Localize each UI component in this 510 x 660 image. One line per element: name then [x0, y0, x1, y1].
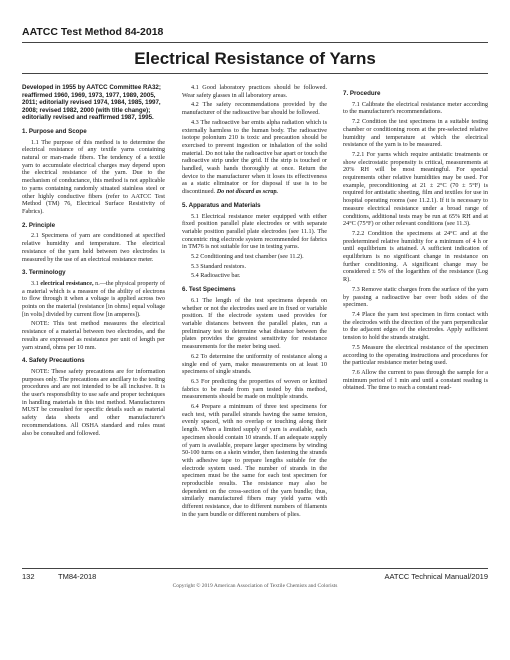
clause-number: 3.1: [31, 279, 39, 287]
header-rule: [22, 42, 488, 43]
defined-term: electrical resistance,: [40, 279, 94, 287]
warning-emphasis: Do not discard as scrap.: [216, 188, 279, 196]
definition-text: n.—the physical property of a material which is a measure of the ability of electrons to flow through it when a voltage is applied across two points on the material (resistance [in ohms] equal voltage [in volts] divided by current flow [in amperes]).: [22, 279, 165, 318]
paragraph-5-2: 5.2 Conditioning and test chamber (see 11.2).: [191, 253, 304, 261]
document-title: Electrical Resistance of Yarns: [134, 49, 376, 68]
safety-note: NOTE: These safety precautions are for information purposes only. The precautions are ancillary to the testing procedures and are not intended to be all inclusive. It is the user's responsibility to use safe and proper techniques in handling materials in this test method. Manufacturers MUST be consulted for specific details such as material safety data sheets and other manufacturer's recommendations. All OSHA standard and rules must also be consulted and followed.: [22, 367, 165, 437]
section-heading-procedure: 7. Procedure: [343, 90, 381, 97]
column-1: [22, 84, 165, 562]
paragraph-2-1: 2.1 Specimens of yarn are conditioned at specified relative humidity and temperature. The electrical resistance of the yarn held between two electrodes is measured by the use of an electrical resistance meter.: [22, 232, 165, 263]
paragraph-7-1: 7.1 Calibrate the electrical resistance meter according to the manufacturer's recommendations.: [343, 100, 488, 116]
paragraph-6-4: 6.4 Prepare a minimum of three test specimens for each test, with parallel strands having the same tension, evenly spaced, with no overlap or touching along their length. When a limited supply of yarn is available, each specimen should contain 10 strands. If an adequate supply of yarn is available, prepare larger specimens by winding 50-100 turns on a skein winder, then fastening the strands with adhesive tape to prepare lengths suitable for the electrode system used. The number of strands in the specimen must be the same for each test specimen for reproducible results. The resistance may also be dependent on the cross-section of the yarn bundle; thus, similarly manufactured fibers may yield yarns with different resistance, due to different numbers of filaments in the yarn bundle or different numbers of plies.: [182, 403, 327, 518]
paragraph-7-3: 7.3 Remove static charges from the surface of the yarn by passing a radioactive bar over both sides of the specimen.: [343, 285, 488, 309]
footer-manual-title: AATCC Technical Manual/2019: [384, 572, 488, 581]
paragraph-7-2-2: 7.2.2 Condition the specimens at 24°C and at the predetermined relative humidity for a minimum of 4 h or until equilibrium is attained. A sufficient indication of equilibrium is no significant change in resistance on further conditioning. A significant change may be considered ± 5% of the logarithm of the resistance (Log R).: [343, 229, 488, 284]
paragraph-4-2: 4.2 The safety recommendations provided by the manufacturer of the radioactive bar should be followed.: [182, 101, 327, 117]
method-header: AATCC Test Method 84-2018: [22, 26, 164, 38]
footer-method-id: TM84-2018: [58, 572, 97, 581]
paragraph-6-2: 6.2 To determine the uniformity of resistance along a single end of yarn, make measurements on at least 10 specimens of single strands.: [182, 352, 327, 376]
paragraph-5-3: 5.3 Standard resistors.: [191, 262, 246, 270]
paragraph-4-1: 4.1 Good laboratory practices should be followed. Wear safety glasses in all laboratory areas.: [182, 84, 327, 99]
section-heading-apparatus: 5. Apparatus and Materials: [182, 201, 261, 209]
paragraph-7-6: 7.6 Allow the current to pass through the sample for a minimum period of 1 min and until a constant reading is obtained. The time to reach a constant read-: [343, 368, 488, 392]
column-2: [182, 84, 327, 562]
section-heading-specimens: 6. Test Specimens: [182, 286, 236, 294]
paragraph-6-3: 6.3 For predicting the properties of woven or knitted fabrics to be made from yarn tested by this method, measurements should be made on multiple strands.: [182, 377, 327, 401]
paragraph-6-1: 6.1 The length of the test specimens depends on whether or not the electrodes used are in fixed or variable position. If the electrode system used provides for variable distances between the parallel plates, run a preliminary test to determine what distance between the plates provides the greatest sensitivity for resistance measurements for the meter being used.: [182, 296, 327, 351]
footer-rule: [22, 568, 488, 569]
paragraph-1-1: 1.1 The purpose of this method is to determine the electrical resistance of any textile yarns containing natural or man-made fibers. The tendency of a textile yarn to accumulate electrical charges may depend upon the electrical resistance of the yarn. Due to the mechanism of conductance, this method is not applicable to yarns containing randomly situated stainless steel or other highly conductive fibers (refer to AATCC Test Method (TM) 76, Electrical Surface Resistivity of Fabrics).: [22, 138, 165, 215]
paragraph-7-2-1: 7.2.1 For yarns which require antistatic treatments or show electrostatic propensity is critical, measurements at 20% RH will be most meaningful. For special requirements other relative humidities may be used. For example, preconditioning at 21 ± 2°C (70 ± 5°F) is required for antistatic sheeting, film and textiles for use in hospital operating rooms (see 11.2.1). If it is necessary to measure electrical resistance under a broad range of conditions, additional tests may be run at 65% RH and at 24°C (75°F) or other relevant conditions (see 11.3).: [343, 150, 488, 228]
section-heading-purpose: 1. Purpose and Scope: [22, 127, 87, 135]
copyright-notice: Copyright © 2019 American Association of Textile Chemists and Colorists: [172, 583, 338, 589]
page-number: 132: [22, 572, 35, 581]
paragraph-7-5: 7.5 Measure the electrical resistance of the specimen according to the operating instructions and procedures for the particular resistance meter being used.: [343, 343, 488, 367]
section-heading-safety: 4. Safety Precautions: [22, 357, 85, 365]
paragraph-5-4: 5.4 Radioactive bar.: [191, 272, 241, 280]
column-3: [343, 84, 488, 562]
paragraph-7-2: 7.2 Condition the test specimens in a suitable testing chamber or conditioning room at the pre-selected relative humidity and temperature at which the electrical resistance of the yarn is to be measured.: [343, 118, 488, 149]
paragraph-5-1: 5.1 Electrical resistance meter equipped with either fixed position parallel plate electrodes or with separate variable position parallel plate electrodes (see 11.1). The concentric ring electrode system recommended for fabrics in TM76 is not suitable for use in testing yarns.: [182, 212, 327, 251]
section-heading-terminology: 3. Terminology: [22, 269, 66, 277]
paragraph-4-3-text: 4.3 The radioactive bar emits alpha radiation which is externally harmless to the human body. The radioactive isotope polonium 210 is toxic and precaution should be exercised to prevent ingestion or inhalation of the solid material. Do not take the radioactive bar apart or touch the radioactive strip under the grid. If the strip is touched or handled, wash hands thoroughly at once. Return the device to the manufacturer when it loses its effectiveness as a static eliminator or for disposal if use is to be discontinued.: [182, 118, 327, 196]
title-rule: [22, 73, 488, 74]
terminology-note: NOTE: This test method measures the electrical resistance of a material between two electrodes, and the results are expressed as resistance per unit of length per yarn strand, ohms per 10 mm.: [22, 320, 165, 351]
paragraph-3-1: [22, 280, 165, 319]
history-statement: Developed in 1955 by AATCC Committee RA32; reaffirmed 1960, 1969, 1973, 1977, 1989, 2005, 2011; editorially revised 1974, 1984, 1985, 1997, 2008; revised 1982, 2000 (with title change); editorially revised and reaffirmed 1987, 1995.: [22, 84, 161, 122]
paragraph-4-3: [182, 119, 327, 196]
section-heading-principle: 2. Principle: [22, 221, 56, 229]
paragraph-7-4: 7.4 Place the yarn test specimen in firm contact with the electrodes with the direction of the yarn perpendicular to the adjacent edges of the electrodes. Apply sufficient tension to hold the strands straight.: [343, 310, 488, 342]
